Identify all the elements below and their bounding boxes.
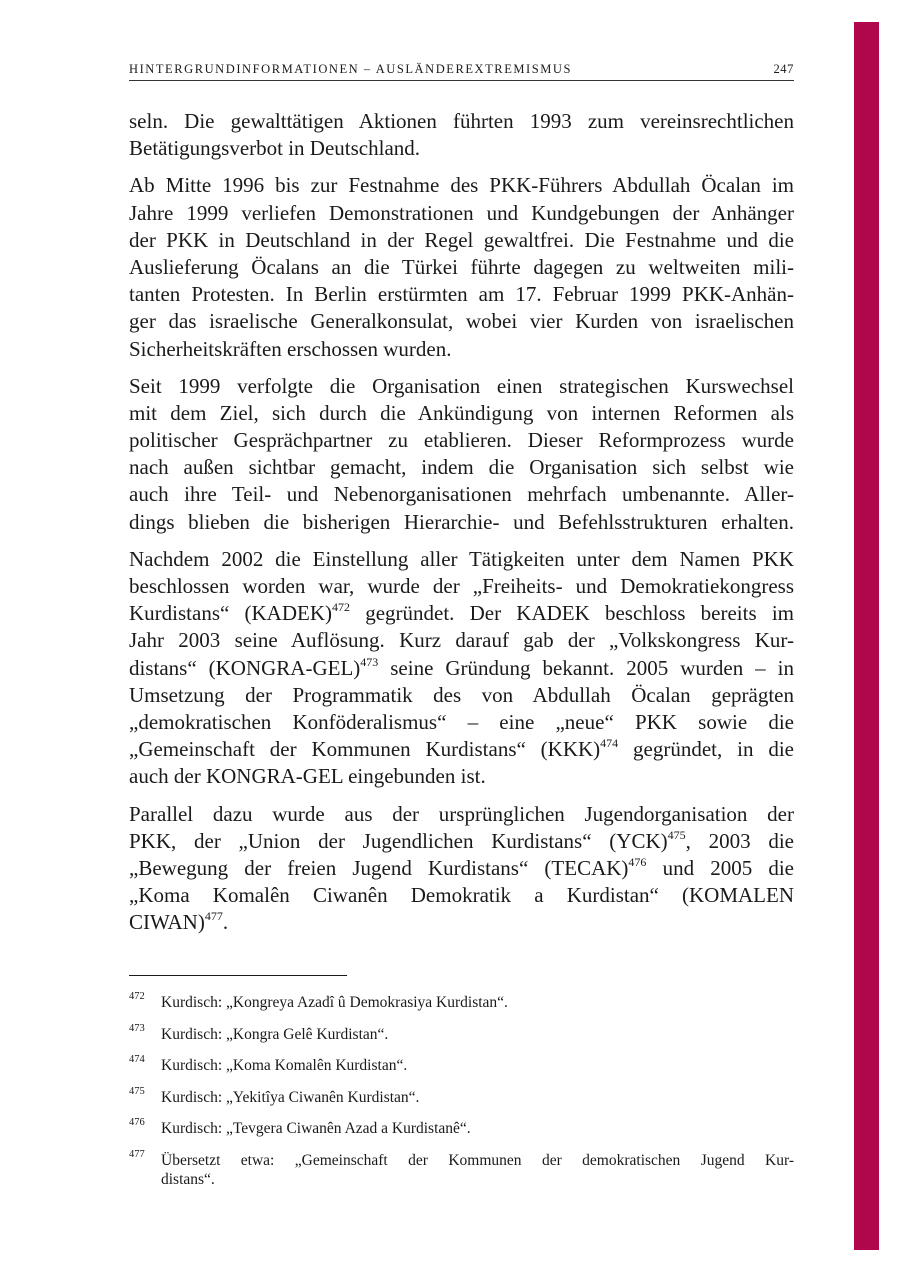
- paragraph: [129, 108, 794, 162]
- text-line: CIWAN)$^{477}$.: [129, 909, 229, 935]
- text-line: PKK, der „Union der Jugendlichen Kurdistans“ (YCK)$^{475}$, 2003 die: [129, 827, 794, 853]
- body-text: [129, 108, 794, 946]
- footnote-text: Kurdisch: „Koma Komalên Kurdistan“.: [161, 1057, 408, 1074]
- text-line: „Gemeinschaft der Kommunen Kurdistans“ (KKK)$^{474}$ gegründet, in die: [129, 736, 794, 762]
- text-line: „Bewegung der freien Jugend Kurdistans“ (TECAK)$^{476}$ und 2005 die: [129, 854, 795, 880]
- header-title: HINTERGRUNDINFORMATIONEN – AUSLÄNDEREXTREMISMUS: [129, 62, 572, 76]
- page-number: 247: [773, 62, 794, 76]
- footnote-text: Kurdisch: „Tevgera Ciwanên Azad a Kurdistanê“.: [161, 1120, 471, 1137]
- text-line: mit dem Ziel, sich durch die Ankündigung von internen Reformen als: [129, 400, 794, 425]
- footnote: [129, 1056, 794, 1076]
- footnote-number: 472: [129, 991, 145, 1002]
- page-header: [129, 62, 794, 81]
- text-line: Nachdem 2002 die Einstellung aller Tätigkeiten unter dem Namen PKK: [129, 546, 794, 571]
- footnote-ref: 472: [332, 600, 350, 615]
- side-color-bar: [854, 22, 879, 1250]
- text-line: Auslieferung Öcalans an die Türkei führte dagegen zu weltweiten mili-: [129, 254, 794, 279]
- text-line: seln. Die gewalttätigen Aktionen führten 1993 zum vereinsrechtlichen: [129, 109, 794, 133]
- text-line: dings blieben die bisherigen Hierarchie- und Befehlsstrukturen erhalten.: [129, 509, 794, 534]
- footnote-number: 477: [129, 1148, 145, 1160]
- text-line: auch der KONGRA-GEL eingebunden ist.: [129, 764, 486, 789]
- footnote: [129, 1022, 794, 1045]
- footnote-text: Kurdisch: „Kongra Gelê Kurdistan“.: [161, 1025, 389, 1043]
- footnote: [129, 993, 794, 1013]
- text-line: auch ihre Teil- und Nebenorganisationen mehrfach umbenannte. Aller-: [129, 482, 794, 507]
- text-line: „demokratischen Konföderalismus“ – eine „neue“ PKK sowie die: [129, 709, 794, 734]
- text-line: Kurdistans“ (KADEK)$^{472}$ gegründet. Der KADEK beschloss bereits im: [129, 600, 795, 626]
- footnote-number: 473: [129, 1022, 145, 1034]
- text-line: der PKK in Deutschland in der Regel gewaltfrei. Die Festnahme und die: [129, 227, 794, 252]
- text-line: Jahre 1999 verliefen Demonstrationen und Kundgebungen der Anhänger: [129, 200, 794, 225]
- text-line: nach außen sichtbar gemacht, indem die Organisation sich selbst wie: [129, 455, 794, 480]
- text-line: politischer Gesprächpartner zu etablieren. Dieser Reformprozess wurde: [129, 428, 794, 453]
- footnote-text: distans“.: [161, 1171, 215, 1188]
- footnote-ref: 477: [204, 909, 223, 924]
- footnote-number: 474: [129, 1054, 145, 1065]
- text-line: ger das israelische Generalkonsulat, wobei vier Kurden von israelischen: [129, 309, 794, 334]
- footnote-ref: 476: [628, 854, 647, 869]
- footnote: [129, 1085, 794, 1108]
- footnote-ref: 475: [667, 827, 686, 842]
- text-line: Betätigungsverbot in Deutschland.: [129, 136, 421, 161]
- paragraph: [129, 801, 794, 937]
- footnotes: [129, 993, 794, 1202]
- text-line: tanten Protesten. In Berlin erstürmten am 17. Februar 1999 PKK-Anhän-: [129, 282, 794, 307]
- paragraph: [129, 172, 794, 362]
- footnote-separator: [129, 975, 347, 976]
- footnote-ref: 473: [360, 654, 379, 669]
- text-line: Seit 1999 verfolgte die Organisation einen strategischen Kurswechsel: [129, 373, 794, 398]
- footnote-text: Kurdisch: „Yekitîya Ciwanên Kurdistan“.: [161, 1088, 420, 1106]
- text-line: Ab Mitte 1996 bis zur Festnahme des PKK-Führers Abdullah Öcalan im: [129, 173, 794, 198]
- footnote: [129, 1119, 794, 1139]
- text-line: Jahr 2003 seine Auflösung. Kurz darauf gab der „Volkskongress Kur-: [129, 628, 794, 653]
- footnote: [129, 1148, 794, 1190]
- footnote-ref: 474: [600, 736, 619, 751]
- text-line: beschlossen worden war, wurde der „Freiheits- und Demokratiekongress: [129, 574, 794, 598]
- footnote-number: 476: [129, 1117, 145, 1128]
- paragraph: [129, 546, 794, 791]
- footnote-text: Kurdisch: „Kongreya Azadî û Demokrasiya Kurdistan“.: [161, 994, 508, 1011]
- text-line: Umsetzung der Programmatik des von Abdullah Öcalan geprägten: [129, 682, 794, 707]
- text-line: „Koma Komalên Ciwanên Demokratik a Kurdistan“ (KOMALEN: [129, 883, 794, 908]
- footnote-text: Übersetzt etwa: „Gemeinschaft der Kommunen der demokratischen Jugend Kur-: [161, 1151, 794, 1169]
- footnote-number: 475: [129, 1085, 145, 1097]
- text-line: Sicherheitskräften erschossen wurden.: [129, 336, 452, 361]
- text-line: distans“ (KONGRA-GEL)$^{473}$ seine Gründung bekannt. 2005 wurden – in: [129, 654, 794, 680]
- text-line: Parallel dazu wurde aus der ursprünglichen Jugendorganisation der: [129, 801, 794, 826]
- paragraph: [129, 373, 794, 536]
